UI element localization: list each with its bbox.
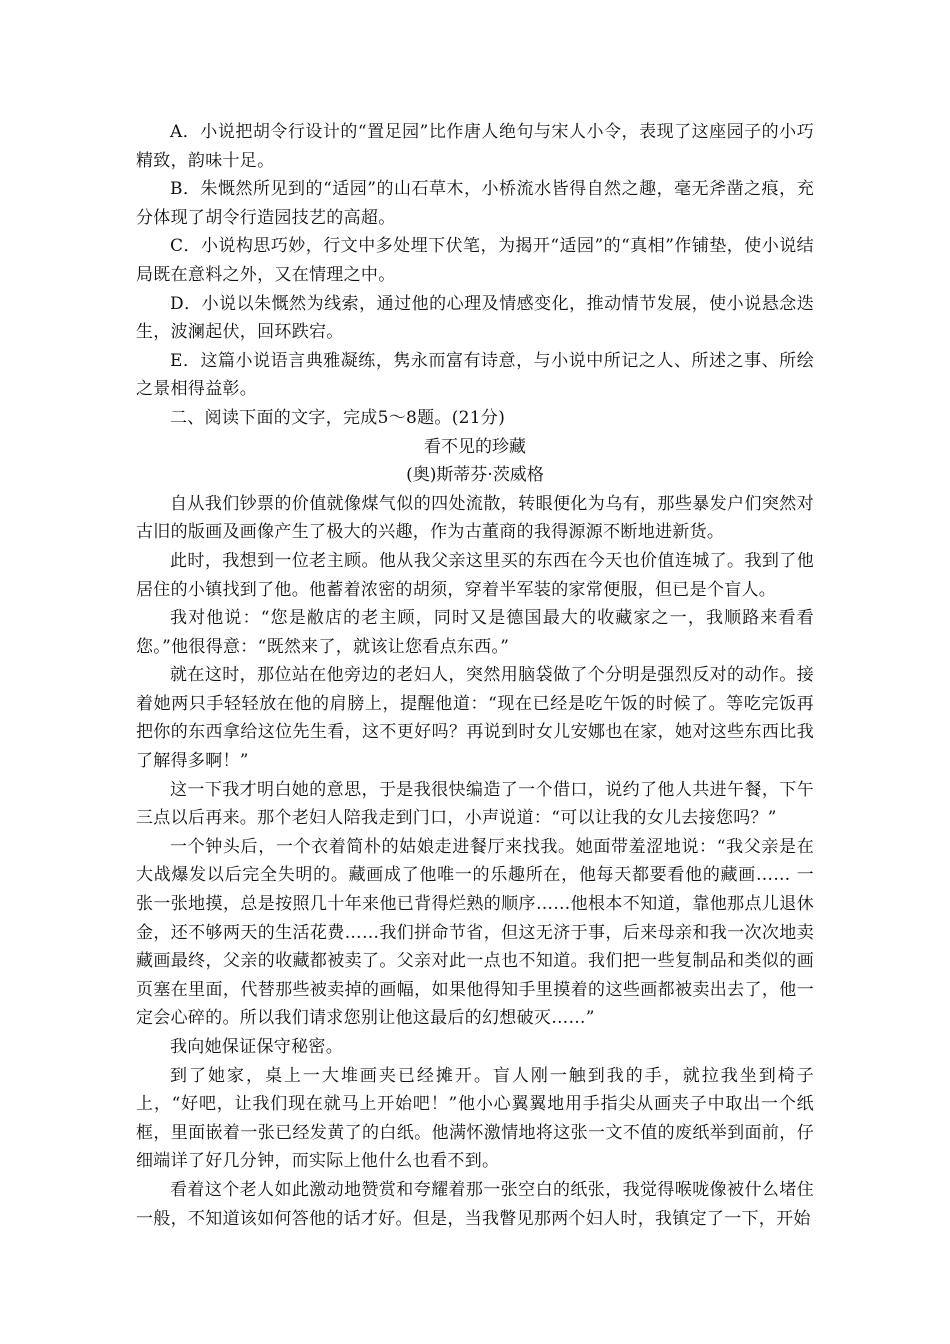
- option-c: C．小说构思巧妙，行文中多处埋下伏笔，为揭开“适园”的“真相”作铺垫，使小说结局既在意料之外，又在情理之中。: [136, 236, 814, 285]
- story-paragraph-9: 看着这个老人如此激动地赞赏和夸耀着那一张空白的纸张，我觉得喉咙像被什么堵住一般，不知道该如何答他的话才好。但是，当我瞥见那两个妇人时，我镇定了一下，开始: [136, 1179, 814, 1229]
- option-d: D．小说以朱慨然为线索，通过他的心理及情感变化，推动情节发展，使小说悬念迭生，波澜起伏，回环跌宕。: [136, 293, 814, 343]
- story-paragraph-6: 一个钟头后，一个衣着简朴的姑娘走进餐厅来找我。她面带羞涩地说：“我父亲是在大战爆发以后完全失明的。藏画成了他唯一的乐趣所在，他每天都要看他的藏画…… 一张一张地摸，总是按照几十年来他已背得烂熟的顺序……他根本不知道，靠他那点儿退休金，还不够两天的生活花费……我们拼命节省，但这无济于事，后来母亲和我一次次地卖藏画最终，父亲的收藏都被卖了。父亲对此一点也不知道。我们把一些复制品和类似的画页塞在里面，代替那些被卖掉的画幅，如果他得知手里摸着的这些画都被卖出去了，他一定会心碎的。所以我们请求您别让他这最后的幻想破灭……”: [136, 836, 814, 1029]
- option-a: A．小说把胡令行设计的“置足园”比作唐人绝句与宋人小令，表现了这座园子的小巧精致，韵味十足。: [136, 122, 814, 171]
- story-paragraph-8: 到了她家，桌上一大堆画夹已经摊开。盲人刚一触到我的手，就拉我坐到椅子上，“好吧，让我们现在就马上开始吧！”他小心翼翼地用手指尖从画夹子中取出一个纸框，里面嵌着一张已经发黄了的白纸。他满怀激情地将这张一文不值的废纸举到面前，仔细端详了好几分钟，而实际上他什么也看不到。: [136, 1065, 814, 1172]
- option-e: E．这篇小说语言典雅凝练，隽永而富有诗意，与小说中所记之人、所述之事、所绘之景相得益彰。: [136, 350, 814, 400]
- story-paragraph-7: 我向她保证保守秘密。: [170, 1037, 343, 1057]
- story-author: (奥)斯蒂芬·茨威格: [406, 465, 544, 486]
- story-paragraph-3: 我对他说：“您是敝店的老主顾，同时又是德国最大的收藏家之一，我顺路来看看您。”他很得意：“既然来了，就该让您看点东西。”: [136, 608, 814, 657]
- story-paragraph-1: 自从我们钞票的价值就像煤气似的四处流散，转眼便化为乌有，那些暴发户们突然对古旧的版画及画像产生了极大的兴趣，作为古董商的我得源源不断地进新货。: [136, 493, 814, 543]
- story-paragraph-5: 这一下我才明白她的意思，于是我很快编造了一个借口，说约了他人共进午餐，下午三点以后再来。那个老妇人陪我走到门口，小声说道：“可以让我的女儿去接您吗？”: [136, 779, 814, 829]
- section-heading: 二、阅读下面的文字，完成5～8题。(21分): [170, 407, 506, 428]
- story-paragraph-2: 此时，我想到一位老主顾。他从我父亲这里买的东西在今天也价值连城了。我到了他居住的小镇找到了他。他蓄着浓密的胡须，穿着半军装的家常便服，但已是个盲人。: [136, 550, 814, 600]
- story-title: 看不见的珍藏: [424, 436, 526, 457]
- story-paragraph-4: 就在这时，那位站在他旁边的老妇人，突然用脑袋做了个分明是强烈反对的动作。接着她两只手轻轻放在他的肩膀上，提醒他道：“现在已经是吃午饭的时候了。等吃完饭再把你的东西拿给这位先生看，这不更好吗？再说到时女儿安娜也在家，她对这些东西比我了解得多啊！”: [136, 665, 814, 772]
- option-b: B．朱慨然所见到的“适园”的山石草木，小桥流水皆得自然之趣，毫无斧凿之痕，充分体现了胡令行造园技艺的高超。: [136, 179, 814, 228]
